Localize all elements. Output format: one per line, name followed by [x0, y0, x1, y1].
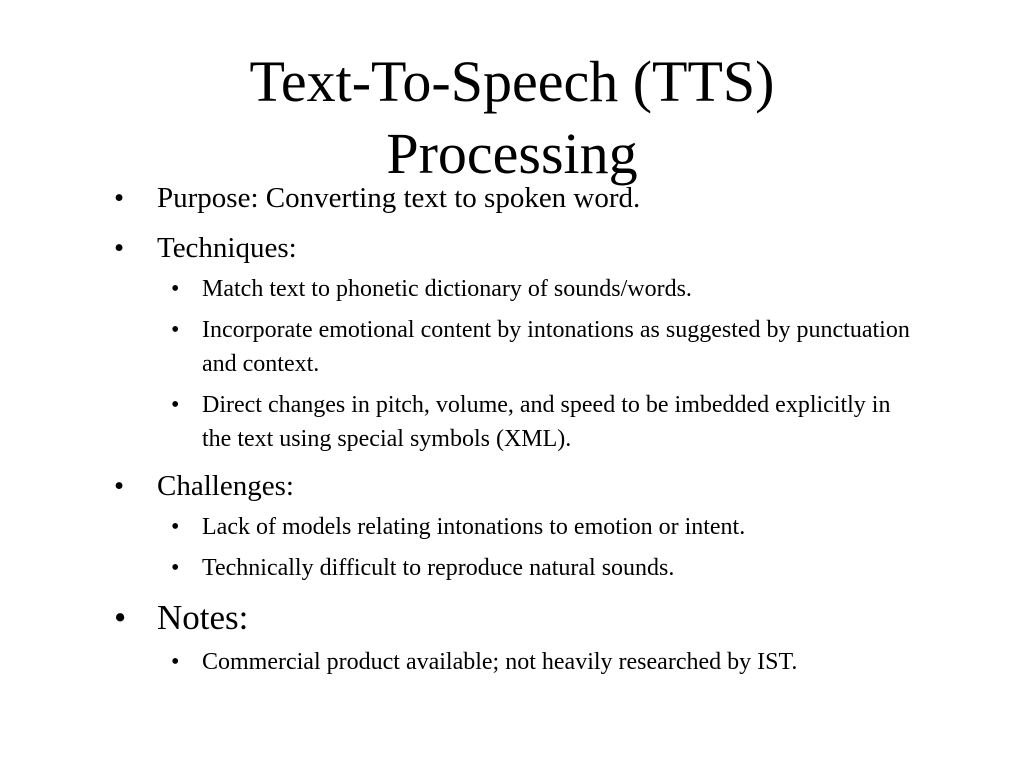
sub-bullet-text: Commercial product available; not heavily researched by IST. — [202, 649, 798, 675]
bullet-text: Techniques: — [157, 232, 297, 264]
sub-bullet — [157, 645, 914, 679]
bullet-challenges — [114, 466, 914, 585]
sub-bullet-icon: • — [171, 514, 180, 540]
bullet-icon: • — [114, 232, 125, 264]
title-line-1: Text-To-Speech (TTS) — [249, 49, 775, 114]
bullet-techniques — [114, 228, 914, 456]
sub-bullet-list — [157, 272, 914, 456]
sub-bullet — [157, 313, 914, 381]
title-line-2: Processing — [386, 121, 638, 186]
sub-bullet-icon: • — [171, 317, 180, 343]
bullet-purpose — [114, 178, 914, 218]
sub-bullet-icon: • — [171, 392, 180, 418]
bullet-notes — [114, 595, 914, 679]
sub-bullet-text: Technically difficult to reproduce natural sounds. — [202, 555, 675, 581]
sub-bullet — [157, 551, 914, 585]
sub-bullet-text: Match text to phonetic dictionary of sounds/words. — [202, 276, 692, 302]
sub-bullet — [157, 510, 914, 544]
bullet-text: Challenges: — [157, 470, 294, 502]
sub-bullet-list — [157, 510, 914, 585]
bullet-text: Purpose: Converting text to spoken word. — [157, 182, 641, 214]
sub-bullet-text: Incorporate emotional content by intonations as suggested by punctuation and context. — [202, 317, 910, 377]
bullet-text: Notes: — [157, 598, 249, 637]
bullet-icon: • — [114, 470, 125, 502]
bullet-icon: • — [114, 182, 125, 214]
sub-bullet — [157, 272, 914, 306]
sub-bullet-text: Direct changes in pitch, volume, and speed to be imbedded explicitly in the text using special symbols (XML). — [202, 392, 891, 452]
sub-bullet-icon: • — [171, 555, 180, 581]
sub-bullet — [157, 388, 914, 456]
bullet-icon: • — [114, 598, 127, 637]
sub-bullet-icon: • — [171, 276, 180, 302]
sub-bullet-text: Lack of models relating intonations to emotion or intent. — [202, 514, 746, 540]
bullet-list — [114, 178, 914, 689]
sub-bullet-list — [157, 645, 914, 679]
slide-title — [0, 46, 1024, 190]
sub-bullet-icon: • — [171, 649, 180, 675]
